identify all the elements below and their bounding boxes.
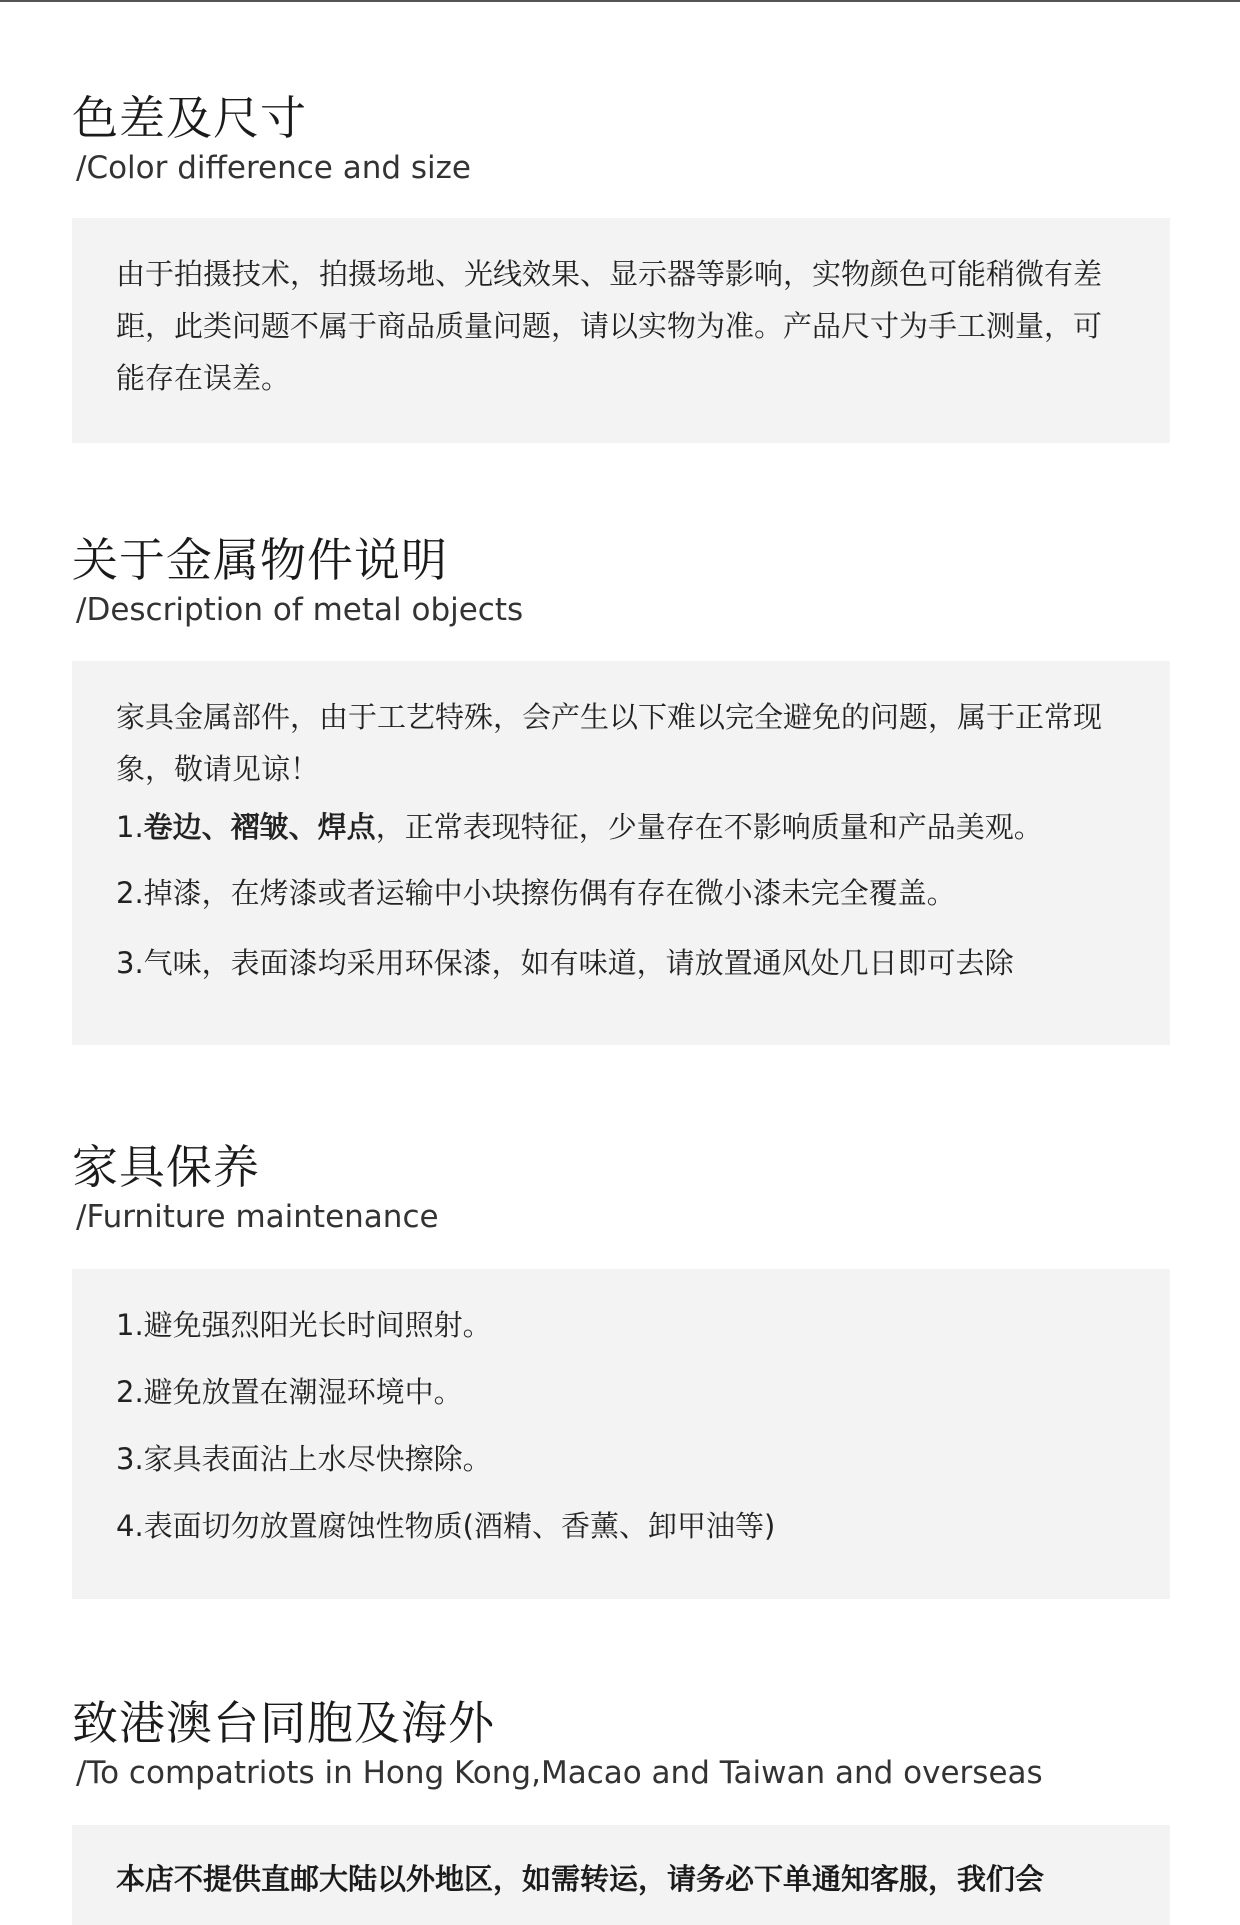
list-item: 3.家具表面沾上水尽快擦除。 <box>116 1442 492 1476</box>
body-text: 本店不提供直邮大陆以外地区，如需转运，请务必下单通知客服，我们会 <box>116 1862 1045 1896</box>
list-item: 2.避免放置在潮湿环境中。 <box>116 1375 463 1409</box>
section-color-difference <box>72 90 1170 395</box>
section-title-cn: 致港澳台同胞及海外 <box>72 1696 495 1750</box>
content-box <box>72 218 1170 443</box>
list-item: 2.掉漆，在烤漆或者运输中小块擦伤偶有存在微小漆未完全覆盖。 <box>116 876 956 910</box>
list-item: 3.气味，表面漆均采用环保漆，如有味道，请放置通风处几日即可去除 <box>116 946 1014 980</box>
section-title-cn: 色差及尺寸 <box>72 91 307 145</box>
section-title-en: /Description of metal objects <box>76 592 524 628</box>
section-overseas <box>72 1695 1170 1896</box>
section-title-cn: 家具保养 <box>72 1140 260 1194</box>
section-title-en: /Color difference and size <box>76 150 471 186</box>
list-item: 1.避免强烈阳光长时间照射。 <box>116 1308 492 1342</box>
section-title-en: /To compatriots in Hong Kong,Macao and Taiwan and overseas <box>76 1755 1043 1791</box>
list-item: 1.卷边、褶皱、焊点，正常表现特征，少量存在不影响质量和产品美观。 <box>116 810 1043 844</box>
section-title-en: /Furniture maintenance <box>76 1199 439 1235</box>
intro-text: 家具金属部件，由于工艺特殊，会产生以下难以完全避免的问题，属于正常现象，敬请见谅！ <box>116 700 1103 786</box>
section-metal-objects <box>72 532 1170 980</box>
top-divider <box>0 0 1240 2</box>
section-furniture-maintenance <box>72 1139 1170 1543</box>
content-box <box>72 1269 1170 1599</box>
highlight-text: 卷边、褶皱、焊点 <box>143 810 376 844</box>
section-title-cn: 关于金属物件说明 <box>72 533 448 587</box>
content-box <box>72 661 1170 1045</box>
list-item: 4.表面切勿放置腐蚀性物质(酒精、香薰、卸甲油等) <box>116 1509 776 1543</box>
content-box <box>72 1825 1170 1925</box>
body-text: 由于拍摄技术，拍摄场地、光线效果、显示器等影响，实物颜色可能稍微有差距，此类问题不属于商品质量问题，请以实物为准。产品尺寸为手工测量，可能存在误差。 <box>116 257 1103 395</box>
